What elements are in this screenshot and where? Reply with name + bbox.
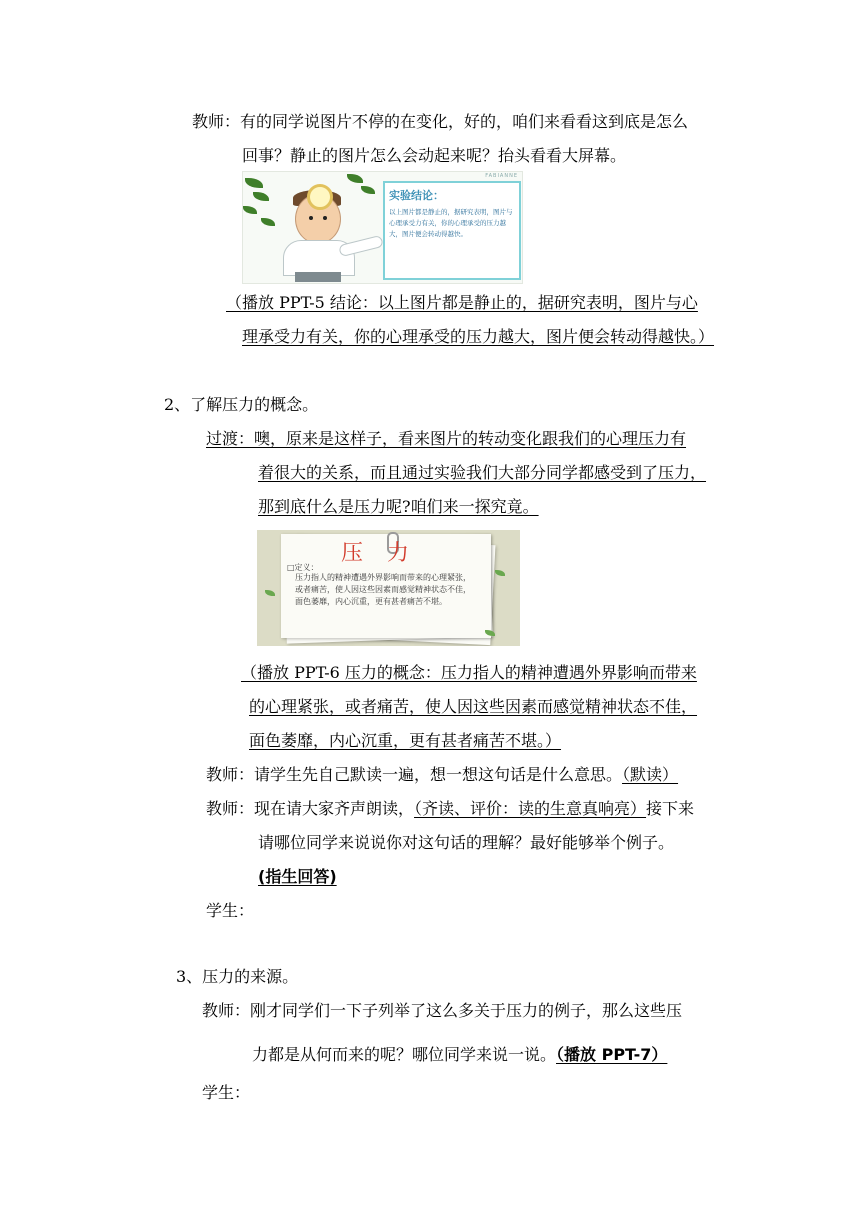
leaf-decoration	[347, 174, 363, 183]
slide6-definition-label: □定义：	[287, 563, 319, 572]
ppt6-note-line-1	[241, 662, 697, 684]
paragraph-text: 现在请大家齐声朗读，	[254, 799, 415, 818]
doctor-legs	[295, 272, 341, 282]
conclusion-board	[383, 181, 521, 280]
stage-note: （播放 PPT-7）	[556, 1045, 668, 1064]
section-3-heading: 3、压力的来源。	[176, 967, 299, 986]
paragraph-text: 请学生先自己默读一遍，想一想这句话是什么意思。	[254, 765, 623, 784]
transition-line-1: 过渡：噢，原来是这样子，看来图片的转动变化跟我们的心理压力有	[206, 429, 687, 448]
teacher-paragraph-4	[206, 764, 678, 786]
stage-note: （齐读、评价：读的生意真响亮）	[414, 799, 647, 818]
transition-line-2: 着很大的关系，而且通过实验我们大部分同学都感受到了压力，	[258, 463, 707, 482]
speaker-label: 教师：	[202, 1001, 251, 1020]
paragraph-text: 接下来	[646, 799, 695, 818]
board-text: 以上图片都是静止的，据研究表明，图片与心理承受力有关，你的心理承受的压力越大，图片便会转动得越快。	[389, 208, 513, 238]
ppt5-note-text: （播放 PPT-5 结论：以上图片都是静止的，据研究表明，图片与心	[226, 293, 698, 312]
ppt6-slide-image	[257, 530, 520, 646]
paragraph-text: 刚才同学们一下子列举了这么多关于压力的例子，那么这些压	[250, 1001, 683, 1020]
ppt6-note-text: （播放 PPT-6 压力的概念：压力指人的精神遭遇外界影响而带来	[241, 663, 697, 682]
leaf-decoration	[253, 192, 269, 201]
slide-brand: FABIANNE	[485, 173, 518, 179]
slide6-title: 压力	[341, 541, 434, 566]
section-2-heading: 2、了解压力的概念。	[164, 395, 319, 414]
teacher-paragraph-5-line-2: 请哪位同学来说说你对这句话的理解？最好能够举个例子。	[258, 833, 675, 852]
stage-note: （默读）	[622, 765, 679, 784]
teacher-paragraph-5-line-3: (指生回答)	[258, 867, 337, 886]
speaker-label: 教师：	[206, 799, 255, 818]
transition-line-3: 那到底什么是压力呢?咱们来一探究竟。	[258, 497, 539, 516]
doctor-eye	[309, 216, 313, 220]
leaf-decoration	[495, 570, 505, 576]
leaf-decoration	[245, 178, 263, 188]
ppt5-note-line-1	[226, 292, 698, 314]
board-title: 实验结论：	[389, 189, 444, 202]
student-response-2: 学生：	[202, 1083, 251, 1102]
speaker-label: 教师：	[206, 765, 255, 784]
doctor-eye	[323, 216, 327, 220]
slide6-definition-text: 压力指人的精神遭遇外界影响而带来的心理紧张，或者痛苦，使人因这些因素而感觉精神状态不佳，面色萎靡，内心沉重，更有甚者痛苦不堪。	[295, 573, 471, 606]
paragraph-text: 有的同学说图片不停的在变化，好的，咱们来看看这到底是怎么	[240, 112, 689, 131]
teacher-paragraph-1-line-2: 回事？静止的图片怎么会动起来呢？抬头看看大屏幕。	[242, 146, 627, 165]
student-response-1: 学生：	[206, 901, 255, 920]
speaker-label: 教师：	[192, 112, 241, 131]
leaf-decoration	[243, 206, 257, 214]
teacher-section-3-line-1	[202, 1000, 682, 1022]
teacher-paragraph-1-line-1	[192, 111, 688, 133]
head-mirror-icon	[307, 184, 333, 210]
leaf-decoration	[261, 218, 275, 226]
ppt6-note-line-3: 面色萎靡，内心沉重，更有甚者痛苦不堪。）	[249, 731, 562, 750]
leaf-decoration	[265, 590, 275, 596]
teacher-paragraph-5-line-1	[206, 798, 694, 820]
doctor-pointing-arm	[338, 235, 384, 257]
teacher-section-3-line-2	[252, 1044, 667, 1066]
ppt6-note-line-2: 的心理紧张，或者痛苦，使人因这些因素而感觉精神状态不佳，	[249, 697, 698, 716]
paragraph-text: 力都是从何而来的呢？哪位同学来说一说。	[252, 1045, 557, 1064]
ppt5-slide-image	[242, 171, 523, 284]
leaf-decoration	[361, 186, 375, 194]
ppt5-note-line-2: 理承受力有关，你的心理承受的压力越大，图片便会转动得越快。）	[242, 327, 715, 346]
